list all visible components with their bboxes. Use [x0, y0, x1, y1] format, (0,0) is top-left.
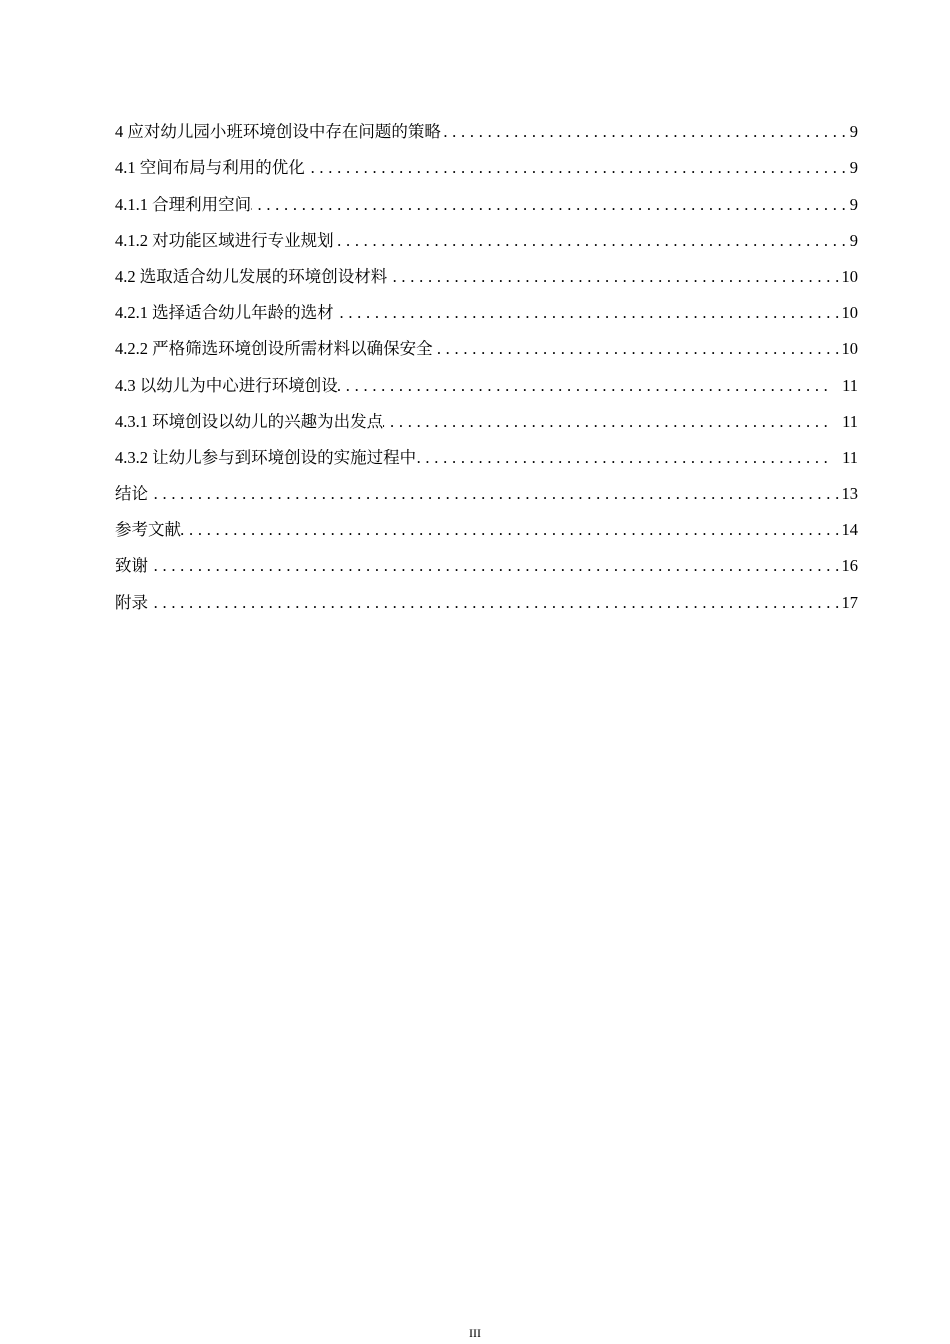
toc-entry[interactable]: [115, 259, 858, 295]
toc-entry-page: 11: [842, 447, 858, 467]
toc-entry-page: 9: [849, 122, 858, 142]
toc-entry-title: 附录: [115, 592, 148, 612]
toc-dot-leader: [334, 223, 848, 259]
toc-entry-title: 4.1.2 对功能区域进行专业规划: [115, 230, 334, 250]
toc-dot-leader: [387, 259, 841, 295]
toc-entry-title: 4.2 选取适合幼儿发展的环境创设材料: [115, 266, 388, 286]
toc-entry[interactable]: [115, 512, 858, 548]
toc-entry[interactable]: [115, 476, 858, 512]
toc-entry-title: 4.3 以幼儿为中心进行环境创设: [115, 375, 338, 395]
toc-entry[interactable]: [115, 584, 858, 620]
toc-entry[interactable]: [115, 404, 858, 440]
toc-entry[interactable]: [115, 331, 858, 367]
toc-entry-title: 4.3.1 环境创设以幼儿的兴趣为出发点: [115, 411, 384, 431]
toc-entry-page: 10: [841, 266, 858, 286]
toc-entry-page: 17: [841, 592, 858, 612]
toc-entry[interactable]: [115, 548, 858, 584]
toc-dot-leader: [416, 440, 830, 476]
toc-dot-leader: [383, 404, 830, 440]
toc-dot-leader: [251, 187, 848, 223]
toc-entry-page: 9: [849, 158, 858, 178]
toc-entry-title: 4.2.1 选择适合幼儿年龄的选材: [115, 303, 334, 323]
toc-entry-title: 4.3.2 让幼儿参与到环境创设的实施过程中: [115, 447, 417, 467]
toc-dot-leader: [338, 368, 830, 404]
toc-entry-title: 结论: [115, 484, 148, 504]
toc-entry-page: 14: [841, 520, 858, 540]
page-number-footer: III: [469, 1326, 481, 1340]
toc-dot-leader: [181, 512, 842, 548]
table-of-contents: [115, 114, 858, 621]
toc-entry[interactable]: [115, 186, 858, 222]
toc-entry-page: 10: [841, 303, 858, 323]
toc-entry-title: 4.1.1 合理利用空间: [115, 194, 252, 214]
toc-entry-page: 16: [841, 556, 858, 576]
toc-entry-page: 11: [842, 411, 858, 431]
toc-entry[interactable]: [115, 440, 858, 476]
toc-entry-page: 9: [849, 230, 858, 250]
toc-entry[interactable]: [115, 223, 858, 259]
toc-entry-page: 9: [849, 194, 858, 214]
toc-dot-leader: [433, 331, 842, 367]
toc-dot-leader: [334, 295, 842, 331]
toc-entry-title: 4 应对幼儿园小班环境创设中存在问题的策略: [115, 122, 441, 142]
toc-entry[interactable]: [115, 114, 858, 150]
toc-entry-title: 4.2.2 严格筛选环境创设所需材料以确保安全: [115, 339, 433, 359]
toc-entry-title: 参考文献: [115, 520, 181, 540]
toc-dot-leader: [148, 476, 842, 512]
toc-dot-leader: [148, 585, 842, 621]
toc-entry-title: 致谢: [115, 556, 148, 576]
toc-entry[interactable]: [115, 367, 858, 403]
toc-entry-page: 11: [842, 375, 858, 395]
toc-dot-leader: [148, 548, 842, 584]
toc-entry-title: 4.1 空间布局与利用的优化: [115, 158, 305, 178]
toc-entry-page: 10: [841, 339, 858, 359]
toc-entry-page: 13: [841, 484, 858, 504]
toc-entry[interactable]: [115, 150, 858, 186]
toc-entry[interactable]: [115, 295, 858, 331]
toc-dot-leader: [441, 114, 848, 150]
toc-dot-leader: [305, 150, 848, 186]
